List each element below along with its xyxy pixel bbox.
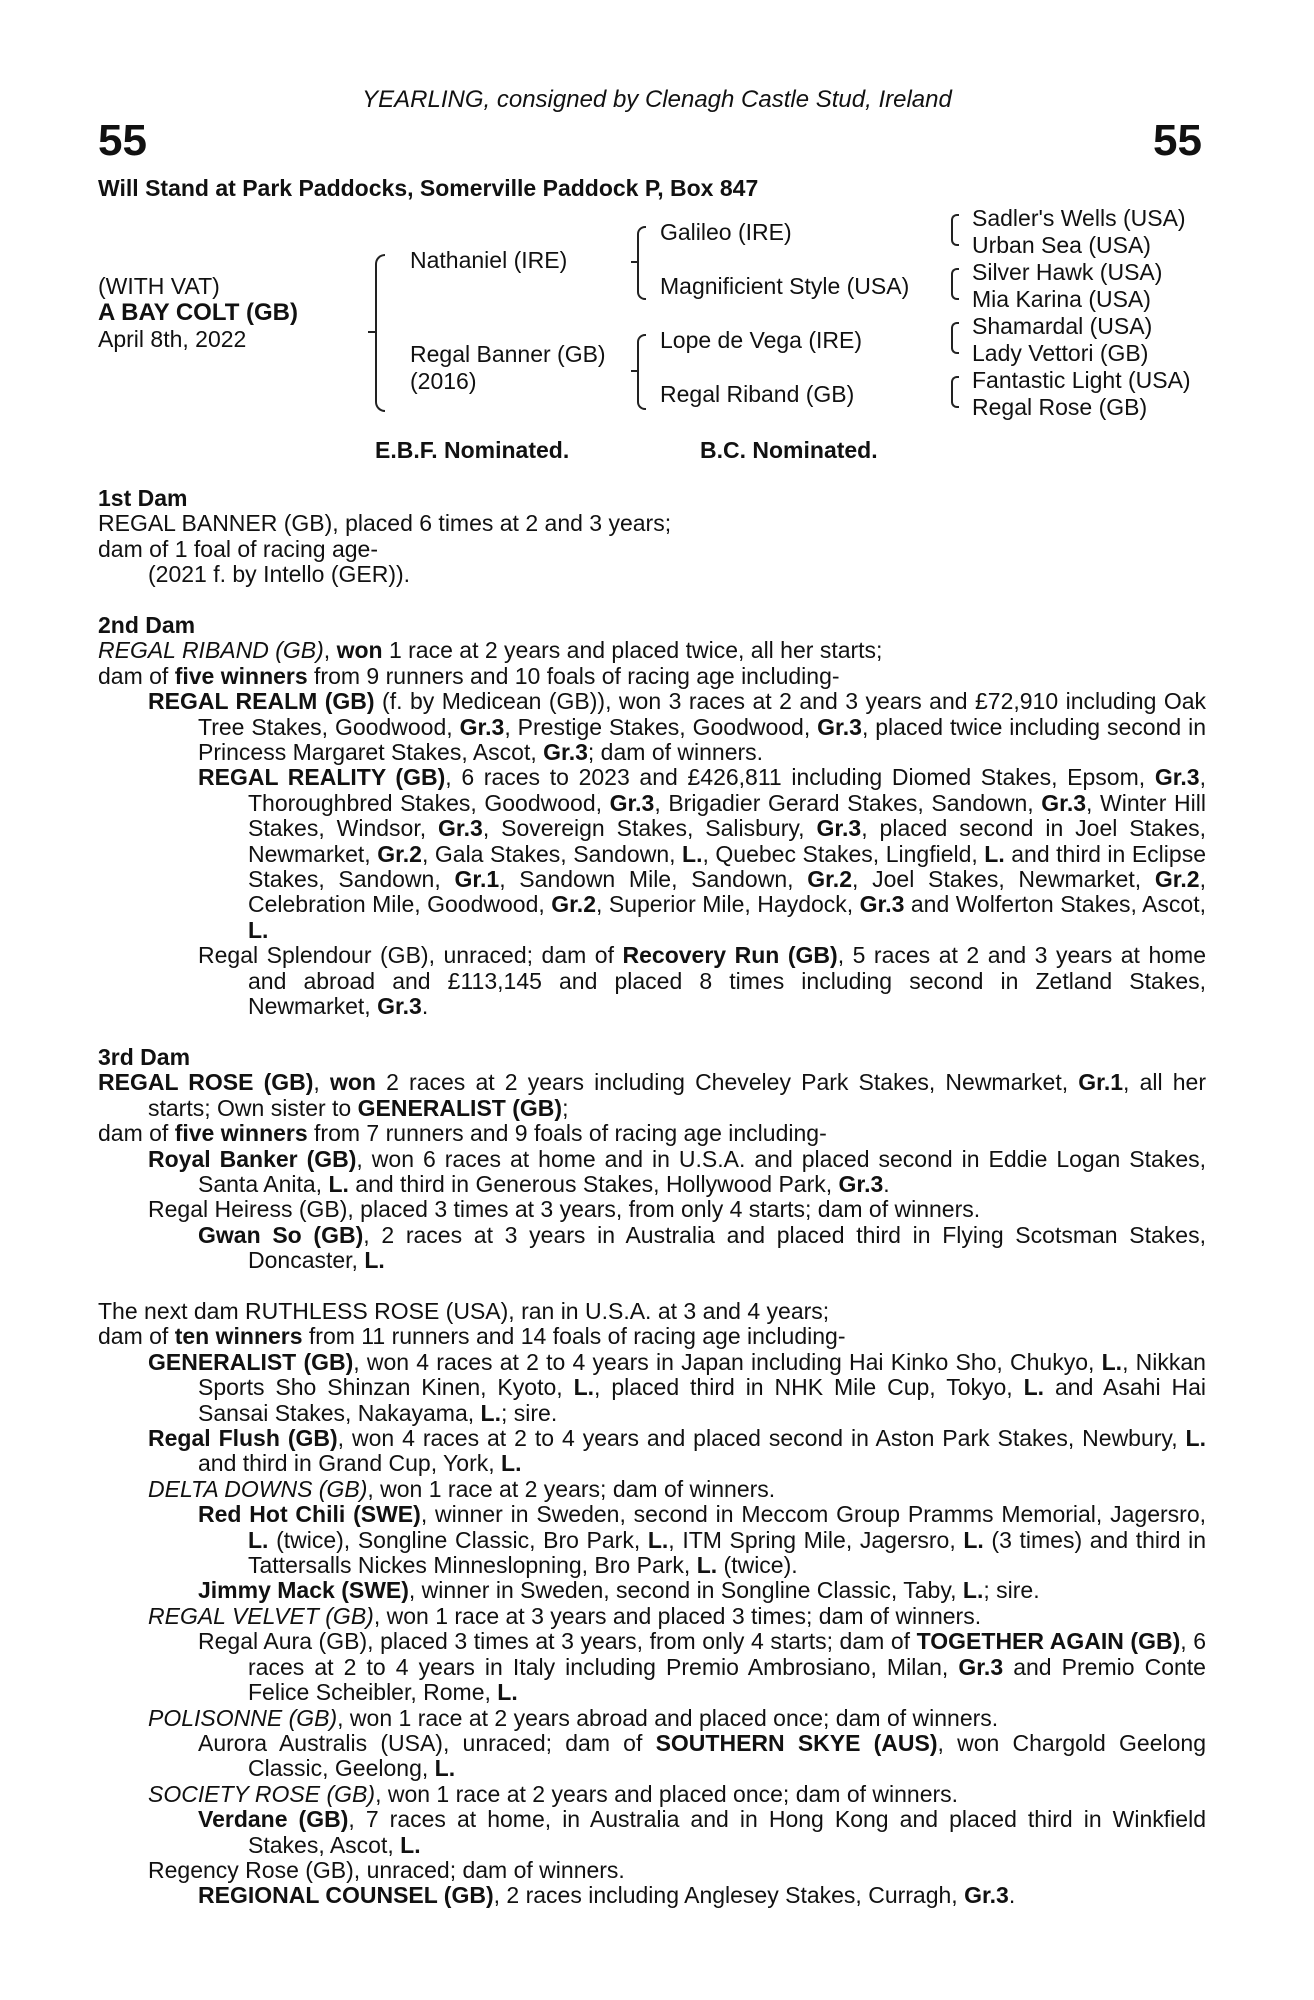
next-dam-intro: The next dam RUTHLESS ROSE (USA), ran in U.S.A. at 3 and 4 years; — [98, 1298, 830, 1324]
pedigree-gen3-3: Silver Hawk (USA) — [972, 259, 1163, 285]
produce-regal-splendour: Regal Splendour (GB), unraced; dam of Recovery Run (GB), 5 races at 2 and 3 years at home and abroad and £113,145 and placed 8 times including second in Zetland Stakes, Newmarket, Gr.3. — [198, 942, 1206, 1020]
pedigree-gen3-1: Sadler's Wells (USA) — [972, 205, 1186, 231]
pedigree-dam-name: Regal Banner (GB) — [410, 341, 606, 367]
produce-regal-reality: REGAL REALITY (GB), 6 races to 2023 and £426,811 including Diomed Stakes, Epsom, Gr.3, Thoroughbred Stakes, Goodwood, Gr.3, Brigadier Gerard Stakes, Sandown, Gr.3, Winter Hill Stakes, Windsor, Gr.3, Sovereign Stakes, Salisbury, Gr.3, placed second in Joel Stakes, Newmarket, Gr.2, Gala Stakes, Sandown, L., Quebec Stakes, Lingfield, L. and third in Eclipse Stakes, Sandown, Gr.1, Sandown Mile, Sandown, Gr.2, Joel Stakes, Newmarket, Gr.2, Celebration Mile, Goodwood, Gr.2, Superior Mile, Haydock, Gr.3 and Wolferton Stakes, Ascot, L. — [198, 764, 1207, 943]
produce-red-hot-chili: Red Hot Chili (SWE), winner in Sweden, second in Meccom Group Pramms Memorial, Jagersro, L. (twice), Songline Classic, Bro Park, L., ITM Spring Mile, Jagersro, L. (3 times) and third in Tattersalls Nickes Minneslopning, Bro Park, L. (twice). — [198, 1501, 1207, 1579]
pedigree-brace-g78 — [951, 376, 959, 408]
first-dam-section — [98, 486, 1206, 588]
lot-number-right: 55 — [1153, 116, 1202, 165]
third-dam-heading: 3rd Dam — [98, 1044, 191, 1070]
second-dam-intro: REGAL RIBAND (GB), won 1 race at 2 years and placed twice, all her starts; — [98, 637, 883, 664]
second-dam-heading: 2nd Dam — [98, 612, 196, 638]
produce-polisonne: POLISONNE (GB), won 1 race at 2 years abroad and placed once; dam of winners. — [148, 1704, 999, 1731]
produce-regal-velvet: REGAL VELVET (GB), won 1 race at 3 years and placed 3 times; dam of winners. — [148, 1602, 982, 1629]
produce-generalist: GENERALIST (GB), won 4 races at 2 to 4 years in Japan including Hai Kinko Sho, Chukyo, L., Nikkan Sports Sho Shinzan Kinen, Kyoto, L., placed third in NHK Mile Cup, Tokyo, L. and Asahi Hai Sansai Stakes, Nakayama, L.; sire. — [148, 1348, 1206, 1426]
pedigree-brace-g56 — [951, 322, 959, 354]
pedigree-gen3-6: Lady Vettori (GB) — [972, 340, 1149, 366]
pedigree-gen3-2: Urban Sea (USA) — [972, 232, 1151, 258]
pedigree-brace-dam — [637, 334, 646, 410]
pedigree-gen3-7: Fantastic Light (USA) — [972, 367, 1191, 393]
bc-nomination: B.C. Nominated. — [700, 437, 878, 463]
produce-royal-banker: Royal Banker (GB), won 6 races at home and in U.S.A. and placed second in Eddie Logan Stakes, Santa Anita, L. and third in Generous Stakes, Hollywood Park, Gr.3. — [148, 1145, 1206, 1198]
pedigree-sire-sire: Galileo (IRE) — [660, 219, 792, 245]
pedigree-gen3-5: Shamardal (USA) — [972, 313, 1153, 339]
first-dam-line-2: dam of 1 foal of racing age- — [98, 535, 378, 562]
produce-verdane: Verdane (GB), 7 races at home, in Australia and in Hong Kong and placed third in Winkfield Stakes, Ascot, L. — [198, 1806, 1206, 1858]
stabling-line: Will Stand at Park Paddocks, Somerville Paddock P, Box 847 — [98, 175, 759, 201]
produce-regal-flush: Regal Flush (GB), won 4 races at 2 to 4 years and placed second in Aston Park Stakes, Newbury, L. and third in Grand Cup, York, L. — [148, 1425, 1206, 1477]
next-dam-section — [98, 1299, 1206, 1909]
pedigree-dam-sire: Lope de Vega (IRE) — [660, 327, 863, 353]
produce-regal-aura: Regal Aura (GB), placed 3 times at 3 years, from only 4 starts; dam of TOGETHER AGAIN (GB), 6 races at 2 to 4 years in Italy including Premio Ambrosiano, Milan, Gr.3 and Premio Conte Felice Scheibler, Rome, L. — [198, 1628, 1206, 1706]
first-dam-line-1: REGAL BANNER (GB), placed 6 times at 2 and 3 years; — [98, 510, 672, 537]
third-dam-produce: dam of five winners from 7 runners and 9 foals of racing age including- — [98, 1120, 827, 1147]
produce-gwan-so: Gwan So (GB), 2 races at 3 years in Australia and placed third in Flying Scotsman Stakes, Doncaster, L. — [198, 1221, 1206, 1274]
produce-regency-rose: Regency Rose (GB), unraced; dam of winners. — [148, 1856, 625, 1883]
pedigree-dam-year: (2016) — [410, 368, 477, 394]
produce-regional-counsel: REGIONAL COUNSEL (GB), 2 races including Anglesey Stakes, Curragh, Gr.3. — [198, 1882, 1016, 1909]
produce-regal-realm: REGAL REALM (GB) (f. by Medicean (GB)), won 3 races at 2 and 3 years and £72,910 including Oak Tree Stakes, Goodwood, Gr.3, Prestige Stakes, Goodwood, Gr.3, placed twice including second in Princess Margaret Stakes, Ascot, Gr.3; dam of winners. — [148, 688, 1207, 766]
produce-regal-heiress: Regal Heiress (GB), placed 3 times at 3 years, from only 4 starts; dam of winners. — [148, 1196, 981, 1223]
pedigree-brace-g34 — [951, 268, 959, 300]
ebf-nomination: E.B.F. Nominated. — [375, 437, 570, 463]
second-dam-section — [98, 613, 1206, 1020]
pedigree-gen3-8: Regal Rose (GB) — [972, 394, 1148, 420]
produce-jimmy-mack: Jimmy Mack (SWE), winner in Sweden, second in Songline Classic, Taby, L.; sire. — [198, 1577, 1040, 1604]
pedigree-brace-g12 — [951, 214, 959, 246]
pedigree-brace-main-tip — [368, 331, 376, 333]
pedigree-brace-dam-tip — [631, 370, 639, 372]
first-dam-heading: 1st Dam — [98, 485, 188, 511]
pedigree-sire-dam: Magnificient Style (USA) — [660, 273, 910, 299]
pedigree-brace-sire — [637, 226, 646, 300]
second-dam-produce: dam of five winners from 9 runners and 10 foals of racing age including- — [98, 662, 840, 689]
foaling-date: April 8th, 2022 — [98, 326, 247, 352]
produce-society-rose: SOCIETY ROSE (GB), won 1 race at 2 years and placed once; dam of winners. — [148, 1780, 959, 1807]
pedigree-sire: Nathaniel (IRE) — [410, 247, 568, 273]
next-dam-produce: dam of ten winners from 11 runners and 14 foals of racing age including- — [98, 1323, 846, 1350]
third-dam-section — [98, 1045, 1206, 1274]
produce-delta-downs: DELTA DOWNS (GB), won 1 race at 2 years; dam of winners. — [148, 1475, 776, 1502]
third-dam-intro: REGAL ROSE (GB), won 2 races at 2 years including Cheveley Park Stakes, Newmarket, Gr.1, all her starts; Own sister to GENERALIST (GB); — [98, 1069, 1206, 1121]
produce-aurora-australis: Aurora Australis (USA), unraced; dam of SOUTHERN SKYE (AUS), won Chargold Geelong Classic, Geelong, L. — [198, 1729, 1206, 1782]
pedigree-dam-dam: Regal Riband (GB) — [660, 381, 855, 407]
pedigree-brace-sire-tip — [631, 261, 639, 263]
pedigree-brace-main — [375, 254, 385, 412]
consignment-line: YEARLING, consigned by Clenagh Castle Stud, Ireland — [362, 86, 952, 113]
lot-number-left: 55 — [98, 116, 147, 165]
pedigree-gen3-4: Mia Karina (USA) — [972, 286, 1151, 312]
horse-name: A BAY COLT (GB) — [98, 299, 299, 326]
first-dam-line-3: (2021 f. by Intello (GER)). — [148, 561, 411, 588]
vat-label: (WITH VAT) — [98, 273, 220, 299]
